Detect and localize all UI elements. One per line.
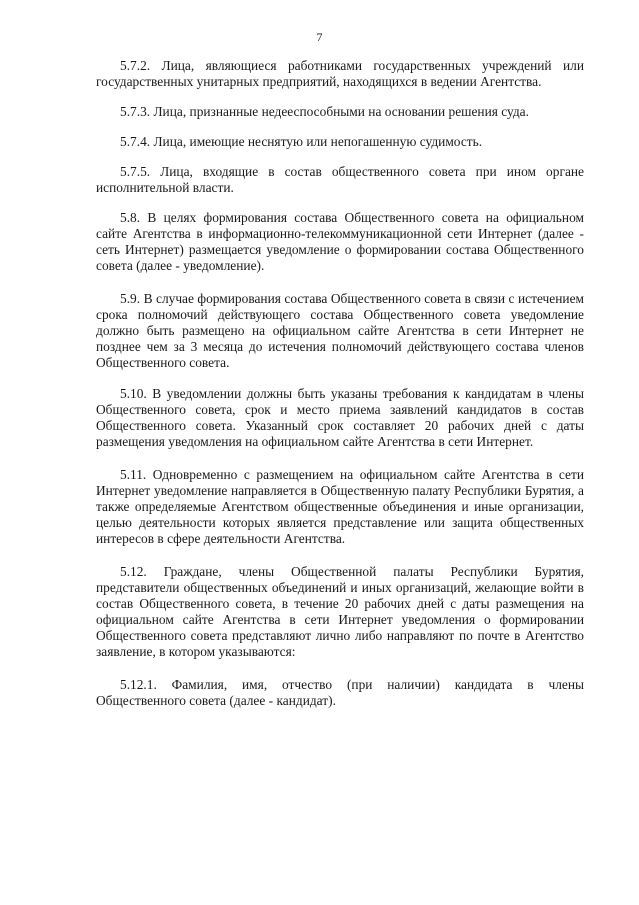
paragraph-5-12: 5.12. Граждане, члены Общественной палаты Республики Бурятия, представители общественных объединений и иных организаций, желающие войти в состав Общественного совета, в течение 20 рабочих дней с даты размещения на официальном сайте Агентства в сети Интернет уведомления о формировании Общественного совета представляют лично либо направляют по почте в Агентство заявление, в котором указываются: (96, 564, 584, 659)
paragraph-5-7-2: 5.7.2. Лица, являющиеся работниками государственных учреждений или государственных унитарных предприятий, находящихся в ведении Агентства. (96, 58, 584, 89)
paragraph-5-7-5: 5.7.5. Лица, входящие в состав общественного совета при ином органе исполнительной власти. (96, 164, 584, 195)
document-body (96, 58, 584, 709)
paragraph-5-7-4: 5.7.4. Лица, имеющие неснятую или непогашенную судимость. (120, 134, 483, 149)
paragraph-5-9: 5.9. В случае формирования состава Общественного совета в связи с истечением срока полномочий действующего состава Общественного совета уведомление должно быть размещено на официальном сайте Агентства в сети Интернет не позднее чем за 3 месяца до истечения полномочий действующего состава членов Общественного совета. (96, 291, 584, 370)
page-number: 7 (316, 30, 323, 44)
paragraph-5-12-1: 5.12.1. Фамилия, имя, отчество (при наличии) кандидата в члены Общественного совета (далее - кандидат). (96, 677, 584, 708)
paragraph-5-10: 5.10. В уведомлении должны быть указаны требования к кандидатам в члены Общественного совета, срок и место приема заявлений кандидатов в состав Общественного совета. Указанный срок составляет 20 рабочих дней с даты размещения уведомления на официальном сайте Агентства в сети Интернет. (96, 386, 584, 449)
paragraph-5-7-3: 5.7.3. Лица, признанные недееспособными на основании решения суда. (120, 104, 529, 119)
paragraph-5-8: 5.8. В целях формирования состава Общественного совета на официальном сайте Агентства в информационно-телекоммуникационной сети Интернет (далее - сеть Интернет) размещается уведомление о формировании состава Общественного совета (далее - уведомление). (96, 210, 584, 273)
paragraph-5-11: 5.11. Одновременно с размещением на официальном сайте Агентства в сети Интернет уведомление направляется в Общественную палату Республики Бурятия, а также определяемые Агентством общественные объединения и иные организации, целью деятельности которых является представление или защита общественных интересов в сфере деятельности Агентства. (96, 467, 584, 546)
